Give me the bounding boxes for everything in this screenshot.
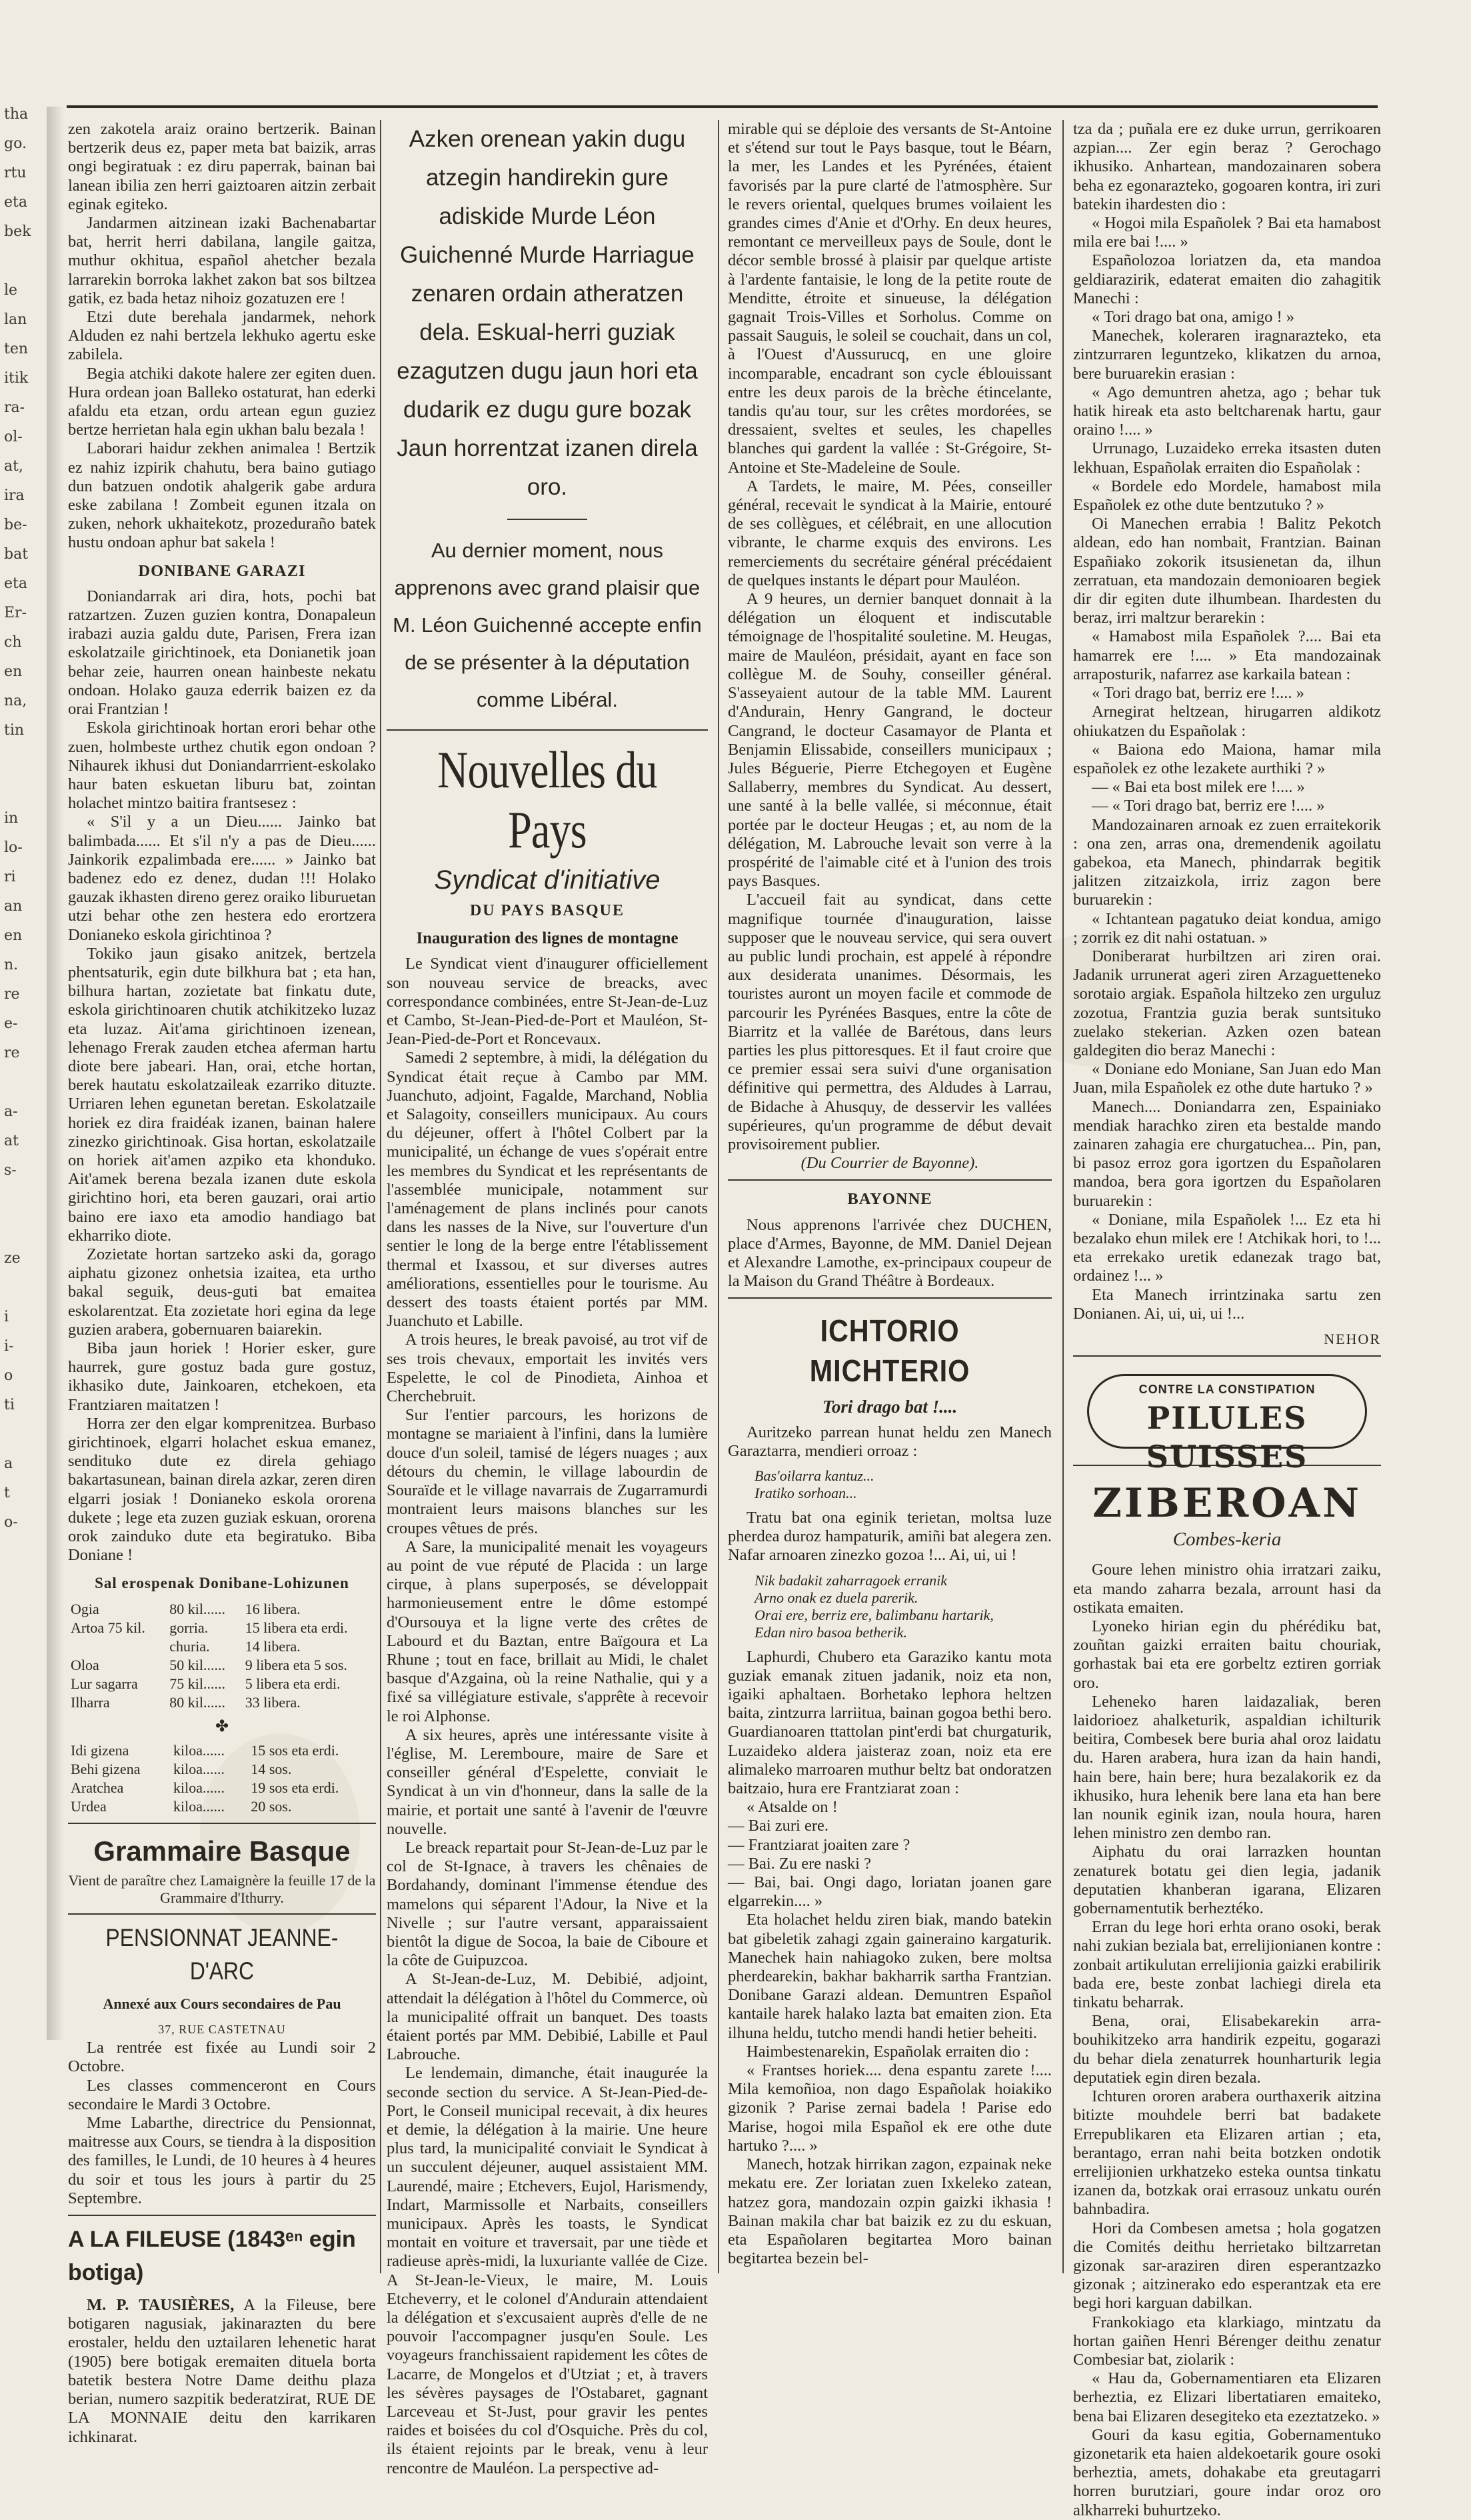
- column-rule-2: [718, 120, 719, 2273]
- paragraph: Goure lehen ministro ohia irratzari zaiku, eta mando zaharra bezala, arrount hasi da ostikata emaiten.: [1073, 1561, 1381, 1617]
- column-4: [1073, 120, 1381, 2519]
- gutter-fragment: s-: [4, 1162, 17, 1179]
- signature: NEHOR: [1324, 1331, 1381, 1347]
- paragraph: Eskola girichtinoak hortan erori behar othe zuen, holmbeste urthez chutik egon ondoan ? Nihaurek ikhusi dut Doniandarrrient-eskolako haur baten eskuetan liburu bat, zointan holachet mintzo baitira frantsesez :: [68, 719, 376, 813]
- paragraph: Biba jaun horiek ! Horier esker, gure haurrek, gure gostuz bada gure gostuz, ikhasiko dute, Jainkoaren, etchekoen, eta Frantziaren maitatzen !: [68, 1339, 376, 1414]
- table-cell: churia.: [169, 1637, 210, 1655]
- ziberoan-title: ZIBEROAN: [1092, 1480, 1362, 1527]
- paragraph: Ichturen ororen arabera ourthaxerik aitzina bitizte mouhdele berri bat badakete Errepublikaren eta Elizaren artian ; eta, berantago, erran nahi beita botzken ondotik errelijionien urkhatzeko esteka ountsa tinkatu izanen da, botzkak orai errasouz unkatu ourén bahnbadira.: [1073, 2087, 1381, 2219]
- table-cell: 80 kil......: [169, 1600, 225, 1617]
- table-cell: 75 kil......: [169, 1675, 225, 1692]
- paragraph: Eta holachet heldu ziren biak, mando batekin bat gibeletik zahagi zgain gaineraino kargaturik. Manechek hain nahiagoko zuken, bere moltsa pherdearekin, bakhar bakharrik sartha Frantzian. Donibane Garazi aldean. Demuntren Español kantaile harek halako lazta bat emaiten zion. Eta ilhuna heldu, tutcho mendi handi hetier beheiti.: [728, 1911, 1052, 2042]
- divider: [728, 1179, 1052, 1181]
- table-cell: Idi gizena: [71, 1741, 129, 1759]
- paragraph: Manech.... Doniandarra zen, Espainiako mendiak harachko ziren eta bestalde mando zainaren zahagia ere churgatuchea... Pin, pan, bi pasoz erroz gora igortzen du Españolaren mandoa, bera gora igortzen du Españolaren buruarekin :: [1073, 1097, 1381, 1210]
- gutter-fragment: bat: [4, 546, 29, 563]
- gutter-fragment: t: [4, 1485, 10, 1501]
- gutter-fragment: a: [4, 1455, 13, 1472]
- paragraph: « Hau da, Gobernamentiaren eta Elizaren berheztia, ez Elizari libertatiaren emaiteko, bena bai Elizaren desegiteko eta ezeztatzeko. »: [1073, 2369, 1381, 2425]
- table-cell: 9 libera eta 5 sos.: [245, 1656, 348, 1673]
- paragraph: Zozietate hortan sartzeko aski da, gorago aiphatu gizonez onhetsia izaitea, eta urtho bakal seguik, deus-guti bat emaitea eskolarentzat. Eta zozietate hori egina da lege guzien arabera, gobernuaren baiarekin.: [68, 1245, 376, 1339]
- paragraph: « Hamabost mila Españolek ?.... Bai eta hamarrek ere !.... » Eta mandozainak arraposturik, nafarrez ase karkaila batean :: [1073, 627, 1381, 683]
- column-1: [68, 120, 376, 2446]
- column-rule-3: [1062, 120, 1064, 2273]
- gutter-fragment: [4, 1567, 39, 1596]
- paragraph: Laborari haidur zekhen animalea ! Bertzik ez nahiz izpirik chahutu, bera baino gutiago dun batzuen ondotik ahalgerik gabe ardura eske zabilana ! Zombeit egunen itzala on zuken, nehork ukhaitekotz, prozeduraño batek hustu ondoan aphur bat sakela !: [68, 439, 376, 552]
- paragraph: Le breack repartait pour St-Jean-de-Luz par le col de St-Ignace, à travers les chênaies de Bordahandy, dominant l'immense étendue des mamelons qui séparent l'Adour, la Nive et la Nivelle ; sur l'autre versant, apparaissaient bientôt la digue de Socoa, la baie de Ciboure et la côte de Guipuzcoa.: [387, 1838, 708, 1970]
- paragraph: Bena, orai, Elisabekarekin arra-bouhikitzeko arra handirik ezpeitu, gogarazi du behar diela zenaturrek hounharturik legia deputatiek egin diren bezala.: [1073, 2012, 1381, 2087]
- gutter-fragment: at,: [4, 458, 23, 475]
- source-credit: (Du Courrier de Bayonne).: [800, 1154, 979, 1173]
- paragraph: Sur l'entier parcours, les horizons de montagne se mariaient à l'infini, dans la lumière douce d'un soleil, tamisé de légers nuages ; aux détours du chemin, le village labourdin de Souraïde et le village navarrais de Zugarramurdi montraient leurs maisons blanches sur les croupes vêtues de prés.: [387, 1406, 708, 1537]
- table-cell: gorria.: [169, 1619, 209, 1636]
- gutter-fragment: n.: [4, 957, 19, 973]
- paragraph: Arnegirat heltzean, hirugarren aldikotz ohiukatzen du Españolak :: [1073, 703, 1381, 740]
- grammaire-title: Grammaire Basque: [93, 1835, 351, 1867]
- table-cell: 20 sos.: [251, 1797, 292, 1815]
- table-row: [68, 1797, 376, 1816]
- tori-drago-subtitle: Tori drago bat !....: [822, 1397, 958, 1417]
- section-heading-donibane-garazi: DONIBANE GARAZI: [138, 561, 306, 580]
- ornament-icon: ✤: [215, 1717, 229, 1735]
- paragraph: « Tori drago bat ona, amigo ! »: [1092, 308, 1295, 327]
- grammaire-text: Vient de paraître chez Lamaignère la feuille 17 de la Grammaire d'Ithurry.: [68, 1871, 376, 1906]
- table-cell: 14 sos.: [251, 1760, 292, 1777]
- gutter-fragment: ti: [4, 1397, 15, 1413]
- pill-badge-top: CONTRE LA CONSTIPATION: [1138, 1383, 1316, 1397]
- paragraph: A 9 heures, un dernier banquet donnait à la délégation un éloquent et indiscutable témoignage de l'hospitalité souletine. M. Heugas, maire de Mauléon, présidait, ayant en face son collègue M. de Souhy, conseiller général. S'asseyaient autour de la table MM. Laurent d'Andurain, Henry Gangrand, le docteur Cangrand, le docteur Casamayor de Planta et Benjamin Elissabide, conseillers municipaux ; Jules Béguerie, Pierre Etchegoyen et Eugène Sallaberry, membres du Syndicat. Au dessert, une santé à la belle vallée, si méconnue, était portée par le docteur Heugas ; et, au nom de la délégation, M. Labrouche levait son verre à la prospérité de l'aimable cité et à l'union des trois pays Basques.: [728, 590, 1052, 891]
- gutter-fragment: go.: [4, 135, 27, 152]
- paragraph: « Baiona edo Maiona, hamar mila españolek ez othe lezakete aurthiki ? »: [1073, 740, 1381, 777]
- paragraph: Hori da Combesen ametsa ; hola gogatzen die Comités deithu herrietako biltzarretan gizonak sar-araziren diren esperantzazko gizonak ; aitzinerako edo esperantzak eta ere begi hori karguan dabilkan.: [1073, 2219, 1381, 2313]
- gutter-fragment: [4, 1655, 39, 1684]
- gutter-fragment: itik: [4, 370, 29, 387]
- paragraph: « Ago demuntren ahetza, ago ; behar tuk hatik hireak eta asto beltcharenak hartu, gaur oraino !.... »: [1073, 383, 1381, 439]
- gutter-fragment: ten: [4, 341, 29, 357]
- top-rule: [67, 105, 1378, 108]
- gutter-fragment: i-: [4, 1338, 14, 1355]
- ad-guichenne-basque: Azken orenean yakin dugu atzegin handirekin gure adiskide Murde Léon Guichenné Murde Harriague zenaren ordain atheratzen dela. Eskual-herri guziak ezagutzen dugu jaun hori eta dudarik ez dugu gure bozak Jaun horrentzat izanen direla oro.: [397, 126, 698, 500]
- paragraph: A six heures, après une intéressante visite à l'église, M. Leremboure, maire de Sare et conseiller général d'Espelette, conviait le Syndicat à un vin d'honneur, dans la salle de la mairie, et portait une santé à l'avenir de l'œuvre nouvelle.: [387, 1725, 708, 1838]
- table-row: [68, 1600, 376, 1619]
- fileuse-title: A LA FILEUSE (1843ᵉⁿ egin botiga): [68, 2227, 356, 2286]
- gutter-fragment: Er-: [4, 605, 27, 621]
- paragraph: « Tori drago bat, berriz ere !.... »: [1092, 684, 1304, 703]
- gutter-fragment: re: [4, 1045, 20, 1061]
- paragraph: Leheneko haren laidazaliak, beren laidorioez ahalketurik, aspaldian ichilturik beitira, Combesek bere buria ahal oroz laidatu du. Haren arabera, hura izan da hain handi, hain bere, hain bere; hura bezalakorik ez da ikhusiko, hura lehenik bere lana eta han bere lan nounik eginik izan, noula houra, haren lehen ministro zen dembo ran.: [1073, 1692, 1381, 1843]
- gutter-fragment: tin: [4, 722, 25, 739]
- paragraph: « Doniane, mila Españolek !... Ez eta hi bezalako ehun milek ere ! Atchikak hori, to !... eta errekako uretik edanezak trago bat, ordainez !... »: [1073, 1210, 1381, 1285]
- gutter-fragment: an: [4, 898, 23, 915]
- divider: [507, 519, 587, 520]
- paragraph: Gouri da kasu egitia, Gobernamentuko gizonetarik eta haien aldekoetarik goure osoki berheztia, amets, dohakabe eta greutagarri horren burutziari, goure indar oroz oro alkharreki buhurtzeko.: [1073, 2425, 1381, 2519]
- paragraph: Horra zer den elgar komprenitzea. Burbaso girichtinoek, elgarri holachet eskua emanez, sendituko dute ez direla gehiago bakartasunean, bainan direla azkar, zeren diren elgarri josiak ! Donianeko eskola ororena dukete ; lege eta zuzen guziak eskuan, ororena orok zainduko dute eta begiratuko. Biba Doniane !: [68, 1414, 376, 1565]
- gutter-fragment: [4, 1185, 39, 1215]
- verse: Nik badakit zaharragoek erranik Arno onak ez duela parerik. Orai ere, berriz ere, balimbanu hartarik, Edan niro basoa betherik.: [754, 1571, 994, 1641]
- gutter-fragment: [4, 1420, 39, 1449]
- paragraph: Les classes commenceront en Cours secondaire le Mardi 3 Octobre.: [68, 2076, 376, 2113]
- paragraph: Mandozainaren arnoak ez zuen erraitekorik : ona zen, arras ona, dremendenik agoilatu gabekoa, eta Manech, phindarrak begitik jalitzen zitzaizkola, irriz zagon bere buruarekin :: [1073, 815, 1381, 909]
- divider: [68, 2215, 376, 2216]
- table-cell: Behi gizena: [71, 1760, 141, 1777]
- table-row: [68, 1637, 376, 1656]
- gutter-fragment: tha: [4, 106, 29, 123]
- paragraph: — « Bai eta bost milek ere !.... »: [1092, 778, 1305, 797]
- table-cell: Urdea: [71, 1797, 107, 1815]
- price-table: [68, 1600, 376, 1712]
- divider: [728, 1297, 1052, 1299]
- table-cell: 19 sos eta erdi.: [251, 1779, 339, 1796]
- verse: Bas'oilarra kantuz... Iratiko sorhoan...: [754, 1467, 874, 1501]
- gutter-fragment: eta: [4, 194, 27, 211]
- gutter-fragment: [4, 1537, 39, 1567]
- paragraph: zen zakotela araiz oraino bertzerik. Bainan bertzerik deus ez, paper meta bat baizik, arras ongi begiratuak : ez diru paperrak, bainan bai lanean ibilia zen herri gaiztoaren aitzin zerbait eginak egiteko.: [68, 120, 376, 213]
- gutter-fragment: en: [4, 927, 23, 944]
- table-row: [68, 1656, 376, 1675]
- table-cell: kiloa......: [173, 1760, 225, 1777]
- gutter-fragment: [4, 1068, 39, 1097]
- table-cell: Aratchea: [71, 1779, 124, 1796]
- paragraph: Nous apprenons l'arrivée chez DUCHEN, place d'Armes, Bayonne, de MM. Daniel Dejean et Alexandre Lamothe, ex-principaux coupeur de la Maison du Grand Théâtre à Bordeaux.: [728, 1215, 1052, 1291]
- gutter-fragment: ze: [4, 1250, 21, 1267]
- paragraph: Erran du lege hori erhta orano osoki, berak nahi zukian beziala bat, errelijionianen kontre : zonbait artikulutan errelijionia gaizki erabilirik bada ere, beste zonbat lachiegi direla eta tinkatu beharrak.: [1073, 1918, 1381, 2012]
- paragraph: L'accueil fait au syndicat, dans cette magnifique tournée d'inauguration, laisse supposer que le nouveau service, qui sera ouvert au public lundi prochain, est appelé à répondre aux desiderata unanimes. Désormais, les touristes auront un moyen facile et commode de parcourir les Pyrénées Basques, entre la côte de Biarritz et la vallée de Barétous, dans leurs parties les plus pittoresques. Et il faut croire que ce premier essai sera suivi d'une organisation définitive qui permettra, des Aldudes à Larrau, de Bidache à Ahusquy, de desservir les vallées supérieures, qu'un programme de début devait provisoirement publier.: [728, 891, 1052, 1153]
- gutter-fragment: [4, 1596, 39, 1625]
- paragraph: « Frantses horiek.... dena espantu zarete !.... Mila kemoñioa, non dago Españolak hoiakiko gizonik ? Parise zernai badela ! Parise edo Marise, hogoi mila Español ek ere othe dute hartuko ?.... »: [728, 2061, 1052, 2155]
- gutter-fragment: en: [4, 663, 23, 680]
- ad-guichenne-french: Au dernier moment, nous apprenons avec grand plaisir que M. Léon Guichenné accepte enfin de se présenter à la députation comme Libéral.: [393, 539, 702, 711]
- paragraph: Oi Manechen errabia ! Balitz Pekotch aldean, edo han nombait, Frantzian. Bainan Españiako zokorik itsusienetan da, ilhun zerratuan, eta mandozain demonioaren begiek dir dir egiten dute ilhumbean. Ihardesten du beraz, irri maltzur berarekin :: [1073, 515, 1381, 627]
- table-cell: 50 kil......: [169, 1656, 225, 1673]
- gutter-fragment: ch: [4, 634, 22, 651]
- gutter-fragment: o: [4, 1367, 13, 1384]
- pilules-suisses-badge: [1087, 1374, 1367, 1475]
- gutter-fragment: i: [4, 1309, 9, 1325]
- table-cell: [68, 1637, 167, 1656]
- paragraph: Españolozoa loriatzen da, eta mandoa geldiarazirik, edaterat emaiten dio zahagitik Manechi :: [1073, 251, 1381, 307]
- table-cell: Ogia: [71, 1600, 99, 1617]
- gutter-fragment: [4, 247, 39, 276]
- paragraph: Mme Labarthe, directrice du Pensionnat, maitresse aux Cours, se tiendra à la disposition des familles, le Lundi, de 10 heures à 4 heures du soir et tous les jours à partir du 25 Septembre.: [68, 2114, 376, 2207]
- gutter-fragment: ra-: [4, 399, 25, 416]
- paragraph: Aiphatu du orai larrazken hountan zenaturek botatu gei dien legia, jadanik deputatien khanberan igarana, Elizaren gobernamentutik berheztéko.: [1073, 1843, 1381, 1918]
- table-cell: 5 libera eta erdi.: [245, 1675, 341, 1692]
- gutter-fragment: le: [4, 282, 18, 299]
- gutter-fragment: [4, 775, 39, 804]
- table-row: [68, 1741, 376, 1760]
- paragraph: Doniandarrak ari dira, hots, pochi bat ratzartzen. Zuzen guzien kontra, Donapaleun irabazi auzia galdu dute, Parisen, Frera izan eskolatzaile girichtinoek, eta Donianetik joan behar zeie, haurren onean hainbeste nekatu ondoan. Holako gauza ederrik baizen ez da orai Frantzian !: [68, 587, 376, 719]
- gutter-fragment: lo-: [4, 839, 23, 856]
- fileuse-name: M. P. TAUSIÈRES,: [87, 2296, 235, 2315]
- paragraph: Tratu bat ona eginik terietan, moltsa luze pherdea duroz hampaturik, amiñi bat alegera zen. Nafar arnoaren zinezko gozoa !... Ai, ui, ui !: [728, 1509, 1052, 1565]
- section-heading-prices: Sal erospenak Donibane-Lohizunen: [95, 1575, 349, 1592]
- paragraph: Eta Manech irrintzinaka sartu zen Donianen. Ai, ui, ui, ui !...: [1073, 1285, 1381, 1323]
- pill-badge-main: PILULES SUISSES: [1146, 1400, 1308, 1475]
- paragraph: « S'il y a un Dieu...... Jainko bat balimbada...... Et s'il n'y a pas de Dieu...... Jainkorik ezpalimbada ere...... » Jainko bat badenez edo ez denez, dudan !!! Holako gauzak ikhasten direno gerez oraiko liburuetan utzi behar othe zen hestera edo erortzera Donianeko eskola girichtinoa ?: [68, 813, 376, 944]
- table-cell: 15 libera eta erdi.: [245, 1619, 348, 1636]
- column-rule-1: [380, 120, 381, 2273]
- paragraph: La rentrée est fixée au Lundi soir 2 Octobre.: [68, 2039, 376, 2076]
- gutter-fragment: bek: [4, 223, 31, 240]
- paragraph: A trois heures, le break pavoisé, au trot vif de ses trois chevaux, emportait les invités vers Espelette, le col de Pinodieta, Ainhoa et Cherchebruit.: [387, 1331, 708, 1406]
- gutter-fragment: [4, 1273, 39, 1303]
- table-cell: 33 libera.: [245, 1693, 301, 1711]
- dialog: « Atsalde on ! — Bai zuri ere. — Frantziarat joaiten zare ? — Bai. Zu ere naski ? — Bai, bai. Ongi dago, loriatan joanen gare elgarrekin.... »: [728, 1798, 1052, 1911]
- table-cell: Ilharra: [71, 1693, 110, 1711]
- paragraph: « Bordele edo Mordele, hamabost mila Españolek ez othe dute bentzutuko ? »: [1073, 477, 1381, 515]
- paragraph: Le lendemain, dimanche, était inaugurée la seconde section du service. A St-Jean-Pied-de-Port, le Conseil municipal recevait, à dix heures et demie, la délégation à la mairie. Une heure plus tard, la municipalité conviait le Syndicat à un succulent déjeuner, auquel assistaient MM. Laurendé, maire ; Etchevers, Eujol, Harismendy, Indart, Marmissolle et Narbaits, conseillers municipaux. Après les toasts, le Syndicat montait en voiture et traversait, par une tiède et radieuse après-midi, la luxuriante vallée de Cize. A St-Jean-le-Vieux, le maire, M. Louis Etcheverry, et le colonel d'Andurain attendaient la délégation et s'excusaient auprès d'elle de ne pouvoir l'accompagner jusqu'en Soule. Les voyageurs franchissaient rapidement les côtes de Lacarre, de Mongelos et d'Utziat ; et, à travers les sévères paysages de l'Ostabaret, gagnant Larceveau et St-Just, pour gravir les pentes raides et boisées du col d'Osquiche. Près du col, ils étaient rejoints par le break, venu à leur rencontre de Mauléon. La perspective ad-: [387, 2064, 708, 2477]
- table-row: [68, 1619, 376, 1637]
- paragraph: Laphurdi, Chubero eta Garaziko kantu mota guziak emanak zituen jadanik, noiz eta non, igaiki aphaltaen. Borhetako lephora heltzen baita, zintzurra larriitua, bainan gogoa bethi bero. Guardianoaren ttattolan pint'erdi bat churgaturik, Luzaideko aldera jaisteraz zoan, noiz eta ere alimaleko marroaren muthur beltz bat ondoratzen baitzaio, hura ere Frantziarat zoan :: [728, 1647, 1052, 1798]
- page-fold-shadow: [47, 107, 64, 2040]
- gutter-fragment: lan: [4, 311, 27, 328]
- gutter-fragment: [4, 1215, 39, 1244]
- pensionnat-title: PENSIONNAT JEANNE-D'ARC: [105, 1923, 339, 1985]
- paragraph: « Doniane edo Moniane, San Juan edo Man Juan, mila Españolek ez othe dute hartuko ? »: [1073, 1060, 1381, 1097]
- divider: [1073, 1355, 1381, 1357]
- table-cell: Lur sagarra: [71, 1675, 138, 1692]
- table-row: [68, 1675, 376, 1693]
- fileuse-text: A la Fileuse, bere botigaren nagusiak, jakinarazten du bere erostaler, heldu den uztailaren lehenetic harat (1905) bere botigak eremaiten dituela borta batetik bestera Notre Dame deithu plaza berian, numero sazpitik bederatzirat, RUE DE LA MONNAIE deitu den karrikaren ichkinarat.: [68, 2296, 376, 2446]
- gutter-fragment: ol-: [4, 429, 23, 445]
- paragraph: « Hogoi mila Españolek ? Bai eta hamabost mila ere bai !.... »: [1073, 214, 1381, 251]
- pensionnat-subtitle: Annexé aux Cours secondaires de Pau: [103, 1995, 341, 2012]
- paragraph: Auritzeko parrean hunat heldu zen Manech Garaztarra, mendieri orroaz :: [728, 1423, 1052, 1460]
- gutter-fragment: na,: [4, 693, 27, 709]
- table-cell: 14 libera.: [245, 1637, 301, 1655]
- paragraph: « Ichtantean pagatuko deiat kondua, amigo ; zorrik ez dit nahi ostatuan. »: [1073, 909, 1381, 947]
- gutter-fragment: ri: [4, 869, 16, 885]
- divider: [387, 729, 708, 731]
- table-cell: kiloa......: [173, 1741, 225, 1759]
- paragraph: Le Syndicat vient d'inaugurer officiellement son nouveau service de breacks, avec correspondance combinées, entre St-Jean-de-Luz et Cambo, St-Jean-Pied-de-Port et Mauléon, St-Jean-Pied-de-Port et Roncevaux.: [387, 955, 708, 1049]
- gutter-fragment: e-: [4, 1015, 18, 1032]
- paragraph: Urrunago, Luzaideko erreka itsasten duten lekhuan, Españolak erraiten dio Españolak :: [1073, 439, 1381, 477]
- paragraph: Samedi 2 septembre, à midi, la délégation du Syndicat était reçue à Cambo par MM. Juanchuto, adjoint, Fagalde, Marchand, Noblia et Salagoity, conseillers municipaux. Au cours du déjeuner, offert à l'hôtel Colbert par la municipalité, un échange de vues s'opérait entre les membres du Syndicat et les représentants de l'assemblée municipale, notamment sur l'aménagement de plans inclinés pour canots dans les nasses de la Nive, sur l'ouverture d'un sentier le long de la berge entre l'établissement thermal et Ixassou, et sur diverses autres améliorations, essentielles pour le tourisme. Au dessert des toasts étaient portés par MM. Juanchuto et Labille.: [387, 1049, 708, 1331]
- gutter-fragment: [4, 745, 39, 775]
- paragraph: Tokiko jaun gisako anitzek, bertzela phentsaturik, egin dute bilkhura bat ; eta han, bilhura hartan, zozietate bat finkatu dute, eskola girichtinoaren chutik atchikitzeko luzaz eta luzaz. Ait'ama girichtinoen izenean, lehenago Frerak zauden etchea aferman hartu diote bere jabeari. Han, orai, etche hortan, berek hautatu eskolatzaileak ezarriko dituzte. Urriaren lehen egunetan beretan. Eskolatzaile horiek ez dira fraidéak izanen, bainan halere zinezko girichtinoak. Gisa hortan, eskolatzaile on horiek ait'amen azpiko eta khonduko. Ait'amek berena bezala izanen dute eskola girichtino hori, eta beren gauzari, orai artio baino ere iaxo eta amodio handiago bat ekharriko diote.: [68, 944, 376, 1245]
- paragraph: tza da ; puñala ere ez duke urrun, gerrikoaren azpian.... Zer egin beraz ? Gerochago ikhusiko. Anhartean, mandozainaren sobera beha ez egonarazteko, gogoaren kontra, iri zuri batekin ihardesten dio :: [1073, 120, 1381, 213]
- previous-page-gutter: [0, 100, 39, 2033]
- table-row: [68, 1779, 376, 1797]
- table-cell: 15 sos eta erdi.: [251, 1741, 339, 1759]
- paragraph: Begia atchiki dakote halere zer egiten duen. Hura ordean joan Balleko ostaturat, han ederki afaldu eta etzan, ordu artean egun guziez bertze herrietan hala egin ukhan balu bezala !: [68, 364, 376, 439]
- gutter-fragment: in: [4, 810, 19, 827]
- pensionnat-address: 37, RUE CASTETNAU: [158, 2023, 286, 2037]
- divider: [68, 1823, 376, 1824]
- paragraph: A Tardets, le maire, M. Pées, conseiller général, recevait le syndicat à la Mairie, entouré de ses collègues, et célébrait, en une allocution vibrante, le charme exquis des environs. Les remerciements du secrétaire général précédaient de quelques instants le départ pour Mauléon.: [728, 477, 1052, 589]
- pays-basque-subtitle: DU PAYS BASQUE: [469, 902, 625, 919]
- gutter-fragment: [4, 1625, 39, 1655]
- table-cell: Artoa 75 kil.: [71, 1619, 145, 1636]
- divider: [68, 1913, 376, 1915]
- column-3: [728, 120, 1052, 2280]
- table-cell: Oloa: [71, 1656, 99, 1673]
- inauguration-heading: Inauguration des lignes de montagne: [416, 929, 679, 948]
- combes-subtitle: Combes-keria: [1172, 1529, 1282, 1551]
- section-heading-bayonne: BAYONNE: [847, 1190, 932, 1209]
- paragraph: Lyoneko hirian egin du phérédiku bat, zouñtan gaizki erraiten baitu chouriak, gorhastak bai eta ere gorbeltz eztiren gorriak oro.: [1073, 1617, 1381, 1692]
- ichtorio-title: ICHTORIO MICHTERIO: [809, 1313, 970, 1389]
- paragraph: Etzi dute berehala jandarmek, nehork Alduden ez nahi bertzela lekhuko agertu eske zabilela.: [68, 308, 376, 364]
- paragraph: mirable qui se déploie des versants de St-Antoine et s'étend sur tout le Pays basque, tout le Béarn, la mer, les Landes et les Pyrénées, étaient favorisés par la pure clarté de l'atmosphère. Sur le revers oriental, quelques brumes voilaient les grandes cimes d'Anie et d'Orhy. En deux heures, remontant ce merveilleux pays de Soule, dont le décor semble brossé à plaisir par quelque artiste à l'ardente fantaisie, le long de la petite route de Menditte, étroite et sinueuse, la délégation gagnait Trois-Villes et Sorholus. Comme on passait Sauguis, le soleil se couchait, dans un col, à l'Ouest d'Aussurucq, en une gloire incomparable, encadrant son cycle éblouissant entre les deux parois de la brèche étincelante, tandis qu'au tour, sur les crêtes mordorées, se dressaient, sveltes et seules, les chapelles blanches qui gardent la vallée : St-Grégoire, St-Antoine et Ste-Madeleine de Soule.: [728, 120, 1052, 477]
- gutter-fragment: o-: [4, 1514, 18, 1531]
- gutter-fragment: eta: [4, 575, 27, 592]
- table-row: [68, 1693, 376, 1712]
- table-cell: kiloa......: [173, 1779, 225, 1796]
- gutter-fragment: be-: [4, 517, 27, 533]
- column-2: [387, 120, 708, 2477]
- gutter-fragment: a-: [4, 1103, 18, 1120]
- paragraph: Manechek, koleraren iragnarazteko, eta zintzurraren leguntzeko, klikatzen du arnoa, bere buruarekin erasian :: [1073, 327, 1381, 383]
- table-row: [68, 1760, 376, 1779]
- paragraph: Manech, hotzak hirrikan zagon, ezpainak neke mekatu ere. Zer loriatan zuen Ixkeleko zatean, hatzez gora, mandozain ozpin gaizki ikhasia ! Bainan makila char bat baizik ez zu du eskuan, eta Españolaren begitartea Moro bainan begitartea bezein bel-: [728, 2155, 1052, 2268]
- gutter-fragment: at: [4, 1133, 19, 1149]
- gutter-fragment: re: [4, 986, 20, 1003]
- nouvelles-du-pays-title: Nouvelles du Pays: [437, 741, 657, 859]
- syndicat-title: Syndicat d'initiative: [434, 865, 661, 895]
- paragraph: Frankokiago eta klarkiago, mintzatu da hortan gaiñen Henri Bérenger deithu zenatur Combesiar bat, ziolarik :: [1073, 2313, 1381, 2369]
- paragraph: Doniberarat hurbiltzen ari ziren orai. Jadanik urrunerat ageri ziren Arzaguetteneko sorotaio argiak. Española hiltzeko zen urguluz zozotua, Frantzia guzia berak suntsituko zuelako stekerian. Azken ozen batean galdegiten dio beraz Manechi :: [1073, 947, 1381, 1059]
- paragraph: Jandarmen aitzinean izaki Bachenabartar bat, herrit herri dabilana, langile gaitza, muthur okhitua, español ahetcher bezala larrarekin borroka lakhet zakon bat sos biltzea gatik, ez bada hetaz nihoiz gozatuzen ere !: [68, 214, 376, 307]
- table-cell: 16 libera.: [245, 1600, 301, 1617]
- table-cell: kiloa......: [173, 1797, 225, 1815]
- meat-price-table: [68, 1741, 376, 1816]
- gutter-fragment: ira: [4, 487, 25, 504]
- table-cell: 80 kil......: [169, 1693, 225, 1711]
- paragraph: — « Tori drago bat, berriz ere !.... »: [1092, 797, 1325, 815]
- gutter-fragment: rtu: [4, 165, 27, 181]
- paragraph: Haimbestenarekin, Españolak erraiten dio :: [746, 2042, 1029, 2061]
- paragraph: A St-Jean-de-Luz, M. Debibié, adjoint, attendait la délégation à l'hôtel du Commerce, où la municipalité offrait un banquet. Des toasts étaient portés par MM. Debibié, Labille et Paul Labrouche.: [387, 1970, 708, 2064]
- paragraph: A Sare, la municipalité menait les voyageurs au point de vue réputé de Placida : un large cirque, à plans superposés, se développait harmonieusement entre le dôme estompé d'Oursouya et la ligne verte des crêtes de Labourd et du Baztan, entre Baïgoura et La Rhune ; tout en face, brillait au Midi, le chalet basque d'Azgaina, où la reine Nathalie, qui y a fixé sa villégiature estivale, s'apprête à recevoir le roi Alphonse.: [387, 1537, 708, 1725]
